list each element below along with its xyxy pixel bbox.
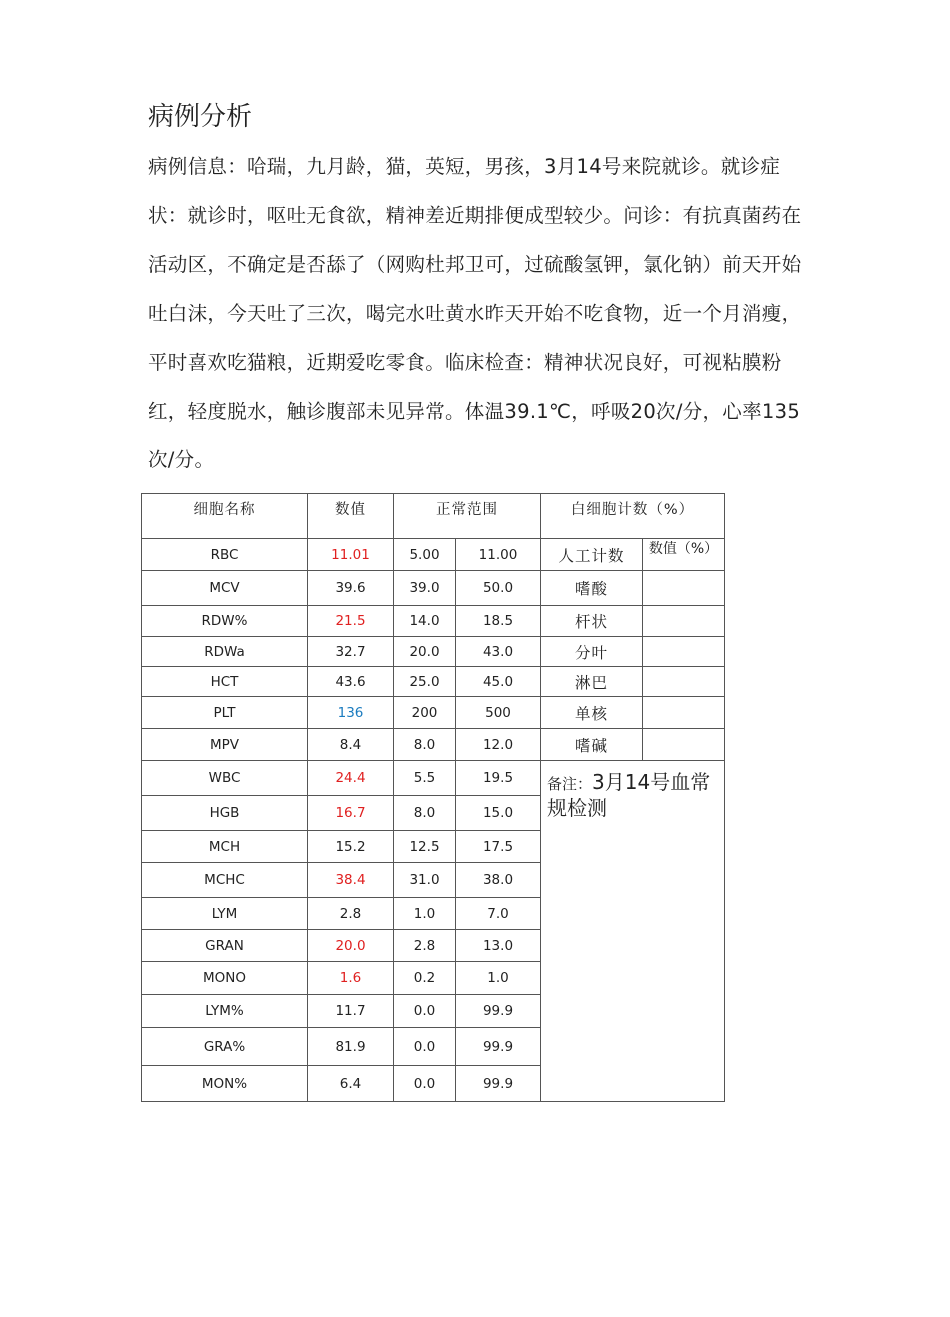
- cell-range-high: 13.0: [456, 930, 541, 962]
- cell-name: GRAN: [142, 930, 308, 962]
- header-cell-range: 正常范围: [394, 494, 541, 539]
- blood-test-table: [141, 493, 725, 1102]
- cell-range-low: 14.0: [394, 606, 456, 637]
- cell-name: MCV: [142, 571, 308, 606]
- manual-cell-type: 嗜碱: [541, 729, 643, 761]
- cell-name: WBC: [142, 761, 308, 796]
- remark-label: 备注：: [547, 775, 593, 793]
- manual-cell-value: [643, 606, 725, 637]
- cell-name: HCT: [142, 667, 308, 697]
- cell-range-low: 2.8: [394, 930, 456, 962]
- cell-name: RDW%: [142, 606, 308, 637]
- cell-range-high: 19.5: [456, 761, 541, 796]
- table-row: [142, 697, 725, 729]
- cell-range-low: 12.5: [394, 831, 456, 863]
- table-header-row: [142, 494, 725, 539]
- cell-range-low: 0.0: [394, 1066, 456, 1102]
- cell-value: 21.5: [308, 606, 394, 637]
- cell-range-high: 15.0: [456, 796, 541, 831]
- cell-name: MCH: [142, 831, 308, 863]
- cell-range-high: 99.9: [456, 995, 541, 1028]
- cell-name: RDWa: [142, 637, 308, 667]
- header-cell-wbc-count: 白细胞计数（%）: [541, 494, 725, 539]
- table-row: [142, 761, 725, 796]
- table-row: [142, 729, 725, 761]
- manual-cell-type: 淋巴: [541, 667, 643, 697]
- cell-value: 43.6: [308, 667, 394, 697]
- cell-value: 15.2: [308, 831, 394, 863]
- cell-range-low: 39.0: [394, 571, 456, 606]
- cell-range-low: 0.2: [394, 962, 456, 995]
- cell-range-high: 38.0: [456, 863, 541, 898]
- cell-range-high: 17.5: [456, 831, 541, 863]
- cell-range-high: 50.0: [456, 571, 541, 606]
- remark-cell: [541, 761, 725, 1102]
- cell-value: 38.4: [308, 863, 394, 898]
- table-row: [142, 571, 725, 606]
- manual-cell-type: 单核: [541, 697, 643, 729]
- cell-range-high: 18.5: [456, 606, 541, 637]
- cell-range-high: 12.0: [456, 729, 541, 761]
- table-row: [142, 606, 725, 637]
- cell-range-high: 500: [456, 697, 541, 729]
- page-title: 病例分析: [148, 102, 253, 132]
- cell-name: PLT: [142, 697, 308, 729]
- cell-range-high: 99.9: [456, 1066, 541, 1102]
- cell-name: LYM%: [142, 995, 308, 1028]
- cell-range-high: 45.0: [456, 667, 541, 697]
- cell-name: MCHC: [142, 863, 308, 898]
- cell-value: 8.4: [308, 729, 394, 761]
- cell-name: MONO: [142, 962, 308, 995]
- manual-cell-type: 嗜酸: [541, 571, 643, 606]
- cell-range-low: 0.0: [394, 1028, 456, 1066]
- cell-name: HGB: [142, 796, 308, 831]
- cell-range-high: 43.0: [456, 637, 541, 667]
- manual-cell-value: [643, 667, 725, 697]
- table-row: [142, 667, 725, 697]
- cell-value: 32.7: [308, 637, 394, 667]
- cell-range-low: 25.0: [394, 667, 456, 697]
- cell-name: LYM: [142, 898, 308, 930]
- cell-range-high: 7.0: [456, 898, 541, 930]
- cell-range-low: 8.0: [394, 796, 456, 831]
- cell-range-low: 31.0: [394, 863, 456, 898]
- cell-name: RBC: [142, 539, 308, 571]
- cell-range-high: 1.0: [456, 962, 541, 995]
- cell-name: GRA%: [142, 1028, 308, 1066]
- cell-range-high: 99.9: [456, 1028, 541, 1066]
- table-row: [142, 637, 725, 667]
- cell-range-low: 5.00: [394, 539, 456, 571]
- cell-value: 6.4: [308, 1066, 394, 1102]
- cell-name: MPV: [142, 729, 308, 761]
- manual-cell-value: [643, 637, 725, 667]
- case-description: 病例信息：哈瑞，九月龄，猫，英短，男孩，3月14号来院就诊。就诊症状：就诊时，呕吐无食欲，精神差近期排便成型较少。问诊：有抗真菌药在活动区，不确定是否舔了（网购杜邦卫可，过硫酸氢钾，氯化钠）前天开始吐白沫，今天吐了三次，喝完水吐黄水昨天开始不吃食物，近一个月消瘦，平时喜欢吃猫粮，近期爱吃零食。临床检查：精神状况良好，可视粘膜粉红，轻度脱水，触诊腹部未见异常。体温39.1℃，呼吸20次/分，心率135次/分。: [148, 155, 802, 472]
- header-cell-value: 数值: [308, 494, 394, 539]
- cell-value: 39.6: [308, 571, 394, 606]
- manual-cell-value: [643, 729, 725, 761]
- manual-cell-type: 杆状: [541, 606, 643, 637]
- cell-range-low: 200: [394, 697, 456, 729]
- header-cell-name: 细胞名称: [142, 494, 308, 539]
- manual-value-header: 数值（%）: [643, 539, 725, 571]
- cell-value: 20.0: [308, 930, 394, 962]
- cell-value: 11.01: [308, 539, 394, 571]
- cell-range-low: 20.0: [394, 637, 456, 667]
- cell-range-low: 1.0: [394, 898, 456, 930]
- cell-value: 16.7: [308, 796, 394, 831]
- cell-range-low: 8.0: [394, 729, 456, 761]
- table-row: [142, 539, 725, 571]
- cell-value: 11.7: [308, 995, 394, 1028]
- manual-cell-value: [643, 571, 725, 606]
- cell-name: MON%: [142, 1066, 308, 1102]
- manual-count-header: 人工计数: [541, 539, 643, 571]
- cell-range-high: 11.00: [456, 539, 541, 571]
- remark-text: 3月14号血常规检测: [547, 770, 711, 820]
- cell-range-low: 5.5: [394, 761, 456, 796]
- manual-cell-type: 分叶: [541, 637, 643, 667]
- cell-value: 136: [308, 697, 394, 729]
- cell-value: 2.8: [308, 898, 394, 930]
- cell-range-low: 0.0: [394, 995, 456, 1028]
- manual-cell-value: [643, 697, 725, 729]
- cell-value: 24.4: [308, 761, 394, 796]
- cell-value: 1.6: [308, 962, 394, 995]
- cell-value: 81.9: [308, 1028, 394, 1066]
